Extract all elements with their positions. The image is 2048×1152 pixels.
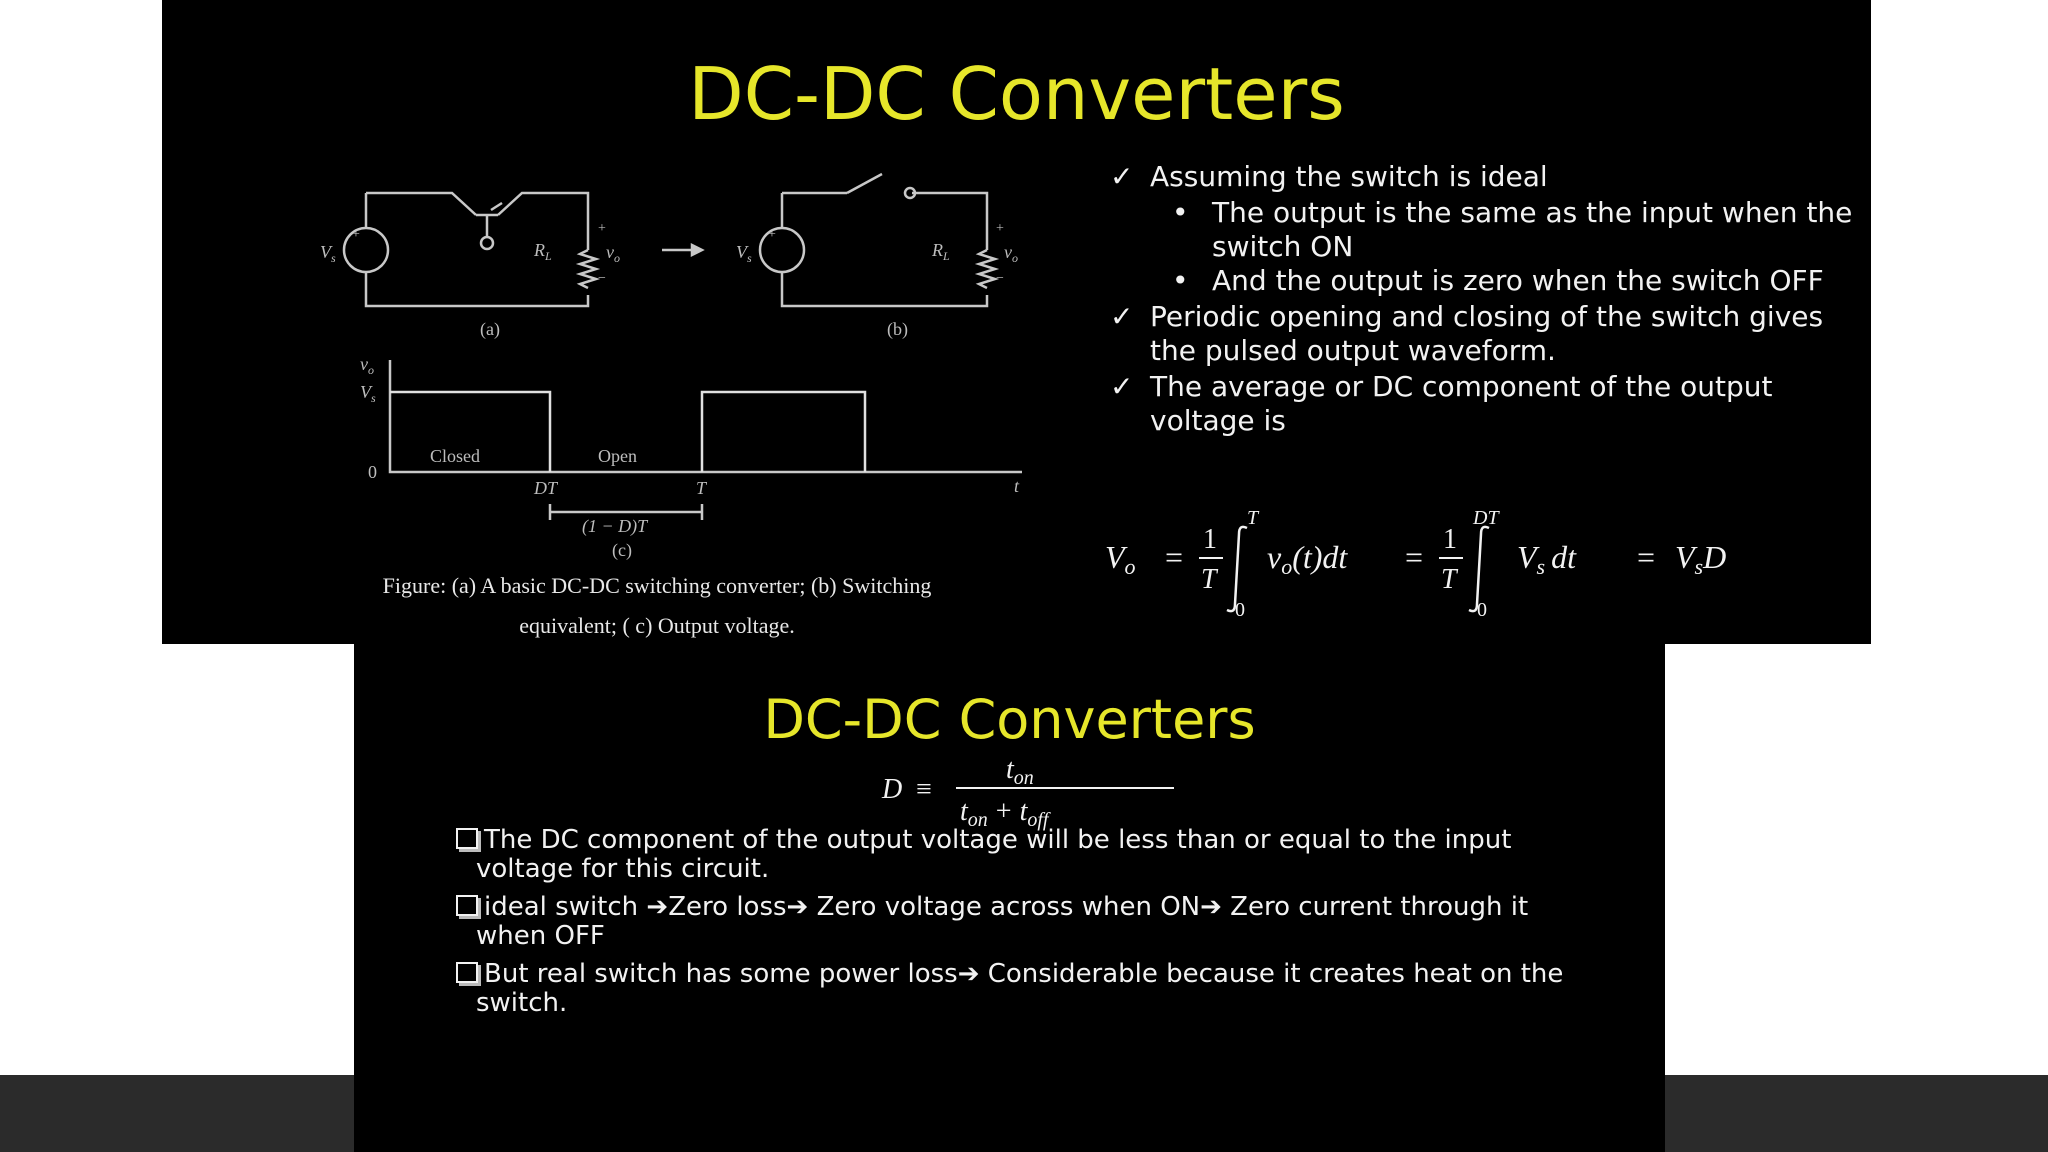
eq-integrand-2: Vs dt [1517,539,1576,579]
bullet-item [1102,370,1862,438]
sub-bullet-item [1102,264,1862,298]
t-tick: T [696,478,707,498]
label-a: (a) [480,319,500,339]
eq-upper-1: T [1247,507,1259,529]
closed-label: Closed [430,446,481,466]
equation-svg [1097,500,1817,620]
sub-bullet-text: And the output is zero when the switch OFF [1212,264,1824,297]
bullet-text: The average or DC component of the output voltage is [1150,370,1773,437]
minus-vo-a: − [598,271,606,286]
open-label: Open [598,446,637,466]
checkbox-icon [456,828,478,849]
label-c: (c) [612,540,632,560]
sub-bullet-text: The output is the same as the input when the switch ON [1212,196,1853,263]
eq-integrand-1: vo(t)dt [1267,539,1348,579]
source-b [760,228,804,272]
resistor-a [580,250,596,288]
transistor-a [476,215,498,238]
list-item [456,826,1596,884]
list-text: But real switch has some power loss [484,959,958,989]
plus-vo-a: + [598,221,606,236]
resistor-b [979,250,995,288]
checkbox-icon [456,895,478,916]
caption-line-1: Figure: (a) A basic DC-DC switching converter; (b) Switching [382,573,932,598]
t-axis-label: t [1014,476,1020,496]
checkbox-icon [456,962,478,983]
eq-lhs: Vo [1105,539,1136,579]
waveform-axes [390,360,1022,472]
check-icon: ✓ [1110,300,1134,333]
duty-numerator: $t_{on}$ [1006,754,1034,789]
eq-equals-3: = [1637,539,1656,575]
duty-denominator: $t_{on} + t_{off}$ [960,796,1049,831]
circuit-b-wires [782,193,987,306]
eq-frac1-den: T [1201,564,1217,595]
slide-2 [354,644,1665,1152]
eq-equals-1: = [1165,539,1184,575]
sub-bullet-item [1102,196,1862,264]
check-icon: ✓ [1110,370,1134,403]
bullet-text: Periodic opening and closing of the switch gives the pulsed output waveform. [1150,300,1824,367]
rl-label-a: $R_L$ [534,240,552,263]
bullet-item [1102,300,1862,368]
plus-vo-b: + [996,221,1004,236]
eq-lower-2: 0 [1477,599,1487,620]
eq-rhs: VsD [1675,539,1727,579]
circuit-a-wires [366,193,588,306]
bullet-dot-icon: • [1172,264,1189,297]
y-zero: 0 [368,462,377,482]
list-text: Zero current through it when OFF [476,892,1529,951]
list-text: Zero voltage across when ON [808,892,1201,922]
check-icon: ✓ [1110,160,1134,193]
circuit-diagram [232,160,1152,560]
slide-title: DC-DC Converters [688,52,1345,136]
vs-label-a: $V_s$ [320,242,336,265]
duty-equiv: ≡ [916,774,932,805]
y-label-vs: $V_s$ [360,382,376,405]
arrow-icon: ➔ [957,959,980,989]
arrow-icon: ➔ [786,892,809,922]
dt-tick: DT [534,478,558,498]
arrow-icon: ➔ [646,892,669,922]
bullet-item [1102,160,1862,194]
checkbox-list [456,826,1596,1027]
list-text: Zero loss [668,892,787,922]
vo-label-a: $v_o$ [606,242,620,265]
bullet-dot-icon: • [1172,196,1189,229]
average-voltage-equation [1097,500,1817,620]
source-a [344,228,388,272]
plus-b: + [768,227,776,242]
figure-caption [232,566,1082,644]
duty-cycle-equation [874,744,1194,834]
list-item [456,893,1596,951]
transistor-base-a [481,237,493,249]
eq-upper-2: DT [1473,507,1499,529]
eq-frac2-num: 1 [1443,524,1457,555]
duty-equation-svg [874,744,1194,834]
eq-frac2-den: T [1441,564,1457,595]
slide-title: DC-DC Converters [763,688,1256,751]
bullet-list [1102,160,1862,440]
list-text: Considerable because it creates heat on the switch. [476,959,1564,1018]
caption-line-2: equivalent; ( c) Output voltage. [519,613,795,638]
switch-b [847,174,882,193]
transistor-arrow-a [491,203,502,210]
transition-arrowhead [692,245,702,255]
vo-label-b: $v_o$ [1004,242,1018,265]
plus-a: + [352,227,360,242]
slide-1 [162,0,1871,644]
one-minus-d-label: (1 − D)T [582,516,648,536]
vs-label-b: $V_s$ [736,242,752,265]
label-b: (b) [887,319,908,339]
y-label-vo: $v_o$ [360,354,374,377]
list-text: ideal switch [484,892,647,922]
eq-frac1-num: 1 [1203,524,1217,555]
rl-label-b: $R_L$ [932,240,950,263]
list-item-text: The DC component of the output voltage will be less than or equal to the input voltage for this circuit. [476,825,1512,884]
eq-equals-2: = [1405,539,1424,575]
bullet-text: Assuming the switch is ideal [1150,160,1548,193]
duty-d: D [882,774,903,805]
list-item [456,960,1596,1018]
eq-lower-1: 0 [1235,599,1245,620]
minus-vo-b: − [996,271,1004,286]
arrow-icon: ➔ [1200,892,1222,922]
